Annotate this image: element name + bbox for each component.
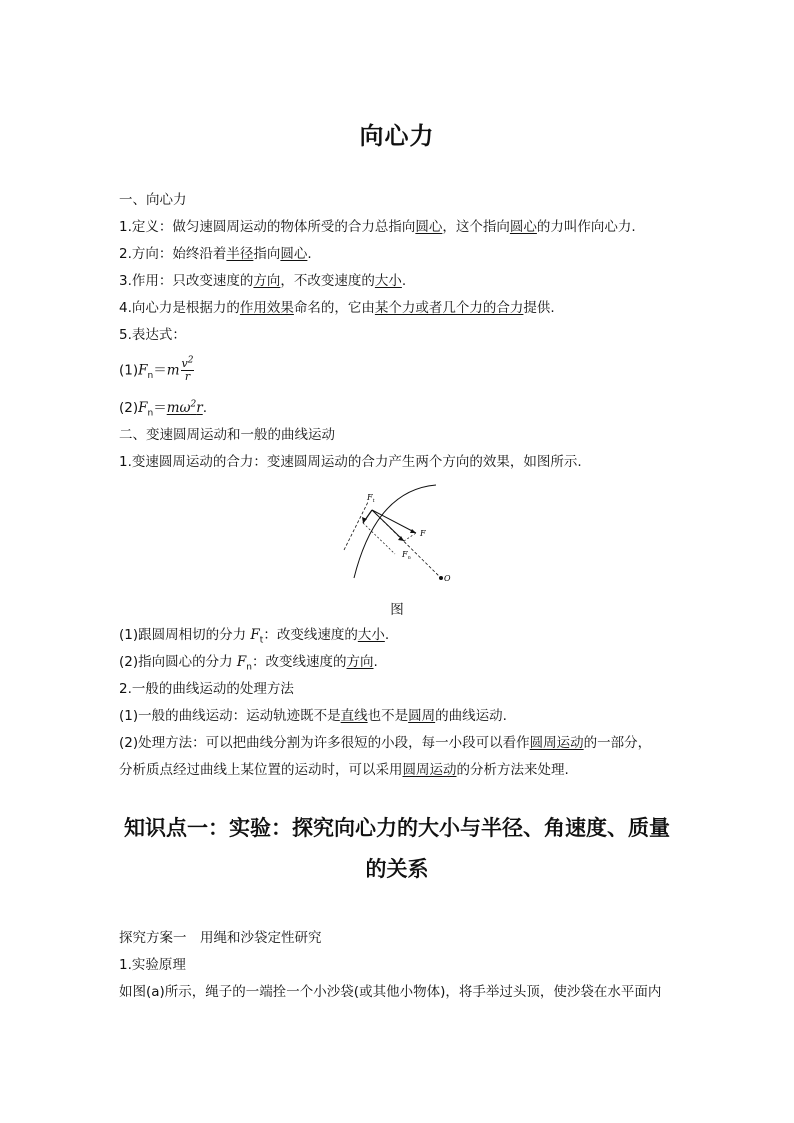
page-title: 向心力: [359, 121, 435, 150]
answer-underline: 圆心: [415, 219, 443, 235]
f-arrowhead: [410, 529, 416, 533]
resultant-force-line: 1.变速圆周运动的合力：变速圆周运动的合力产生两个方向的效果，如图所示.: [119, 454, 582, 470]
method-line-1: (2)处理方法：可以把曲线分割为许多很短的小段，每一小段可以看作圆周运动的一部分，: [119, 735, 652, 751]
fraction: $\frac{v^2}{r}$: [181, 355, 194, 383]
answer-underline: 圆周: [408, 708, 436, 724]
answer-underline: 作用效果: [239, 300, 294, 316]
formula-2: $(2)F_n=m\omega^2r$.: [119, 399, 208, 419]
section-heading-centripetal-force: 一、向心力: [119, 192, 187, 208]
effect-line: 3.作用：只改变速度的方向，不改变速度的大小.: [119, 273, 407, 289]
f-arrow: [372, 510, 416, 533]
expression-heading: 5.表达式：: [119, 327, 186, 343]
direction-line: 2.方向：始终沿着半径指向圆心.: [119, 246, 312, 262]
tangential-component-line: (1)跟圆周相切的分力 $F_t$：改变线速度的大小.: [119, 627, 390, 646]
svg-text:F: F: [420, 529, 426, 538]
parallelogram-edge: [404, 533, 416, 541]
naming-line: 4.向心力是根据力的作用效果命名的，它由某个力或者几个力的合力提供.: [119, 300, 555, 316]
formula-1: $(1)F_n=m$ $\frac{v^2}{r}$: [119, 355, 194, 383]
answer-underline: 圆周运动: [402, 762, 457, 778]
answer-underline: 大小: [374, 273, 402, 289]
answer-underline: 圆心: [509, 219, 537, 235]
figure-caption: 图: [390, 602, 404, 618]
answer-underline: 圆心: [280, 246, 308, 262]
force-decomposition-diagram: [336, 480, 456, 584]
principle-heading: 1.实验原理: [119, 957, 186, 973]
svg-text:O: O: [444, 574, 451, 583]
answer-underline: $m\omega^2r$: [166, 399, 203, 416]
svg-text:Ft: $F_t$: [367, 493, 375, 504]
answer-underline: 某个力或者几个力的合力: [374, 300, 524, 316]
general-curve-definition: (1)一般的曲线运动：运动轨迹既不是直线也不是圆周的曲线运动.: [119, 708, 507, 724]
plan-heading: 探究方案一 用绳和沙袋定性研究: [119, 930, 322, 946]
section-heading-variable-motion: 二、变速圆周运动和一般的曲线运动: [119, 427, 335, 443]
body-text: 如图(a)所示，绳子的一端拴一个小沙袋(或其他小物体)，将手举过头顶，使沙袋在水平面内: [119, 984, 662, 1000]
answer-underline: 方向: [253, 273, 281, 289]
method-line-2: 分析质点经过曲线上某位置的运动时，可以采用圆周运动的分析方法来处理.: [119, 762, 569, 778]
answer-underline: 大小: [357, 627, 385, 643]
knowledge-point-heading-line2: 的关系: [365, 856, 429, 881]
answer-underline: 圆周运动: [529, 735, 584, 751]
tangent-dashed-line: [344, 502, 368, 550]
center-point-o: [439, 576, 443, 580]
answer-underline: 直线: [340, 708, 368, 724]
answer-underline: 方向: [346, 654, 374, 670]
fn-arrow: [372, 510, 404, 541]
answer-underline: 半径: [226, 246, 254, 262]
svg-text:Fn: $F_n$: [402, 550, 411, 561]
knowledge-point-heading-line1: 知识点一：实验：探究向心力的大小与半径、角速度、质量: [124, 815, 670, 840]
normal-component-line: (2)指向圆心的分力 $F_n$：改变线速度的方向.: [119, 654, 378, 673]
general-curve-heading: 2.一般的曲线运动的处理方法: [119, 681, 294, 697]
definition-line: 1.定义：做匀速圆周运动的物体所受的合力总指向圆心，这个指向圆心的力叫作向心力.: [119, 219, 636, 235]
